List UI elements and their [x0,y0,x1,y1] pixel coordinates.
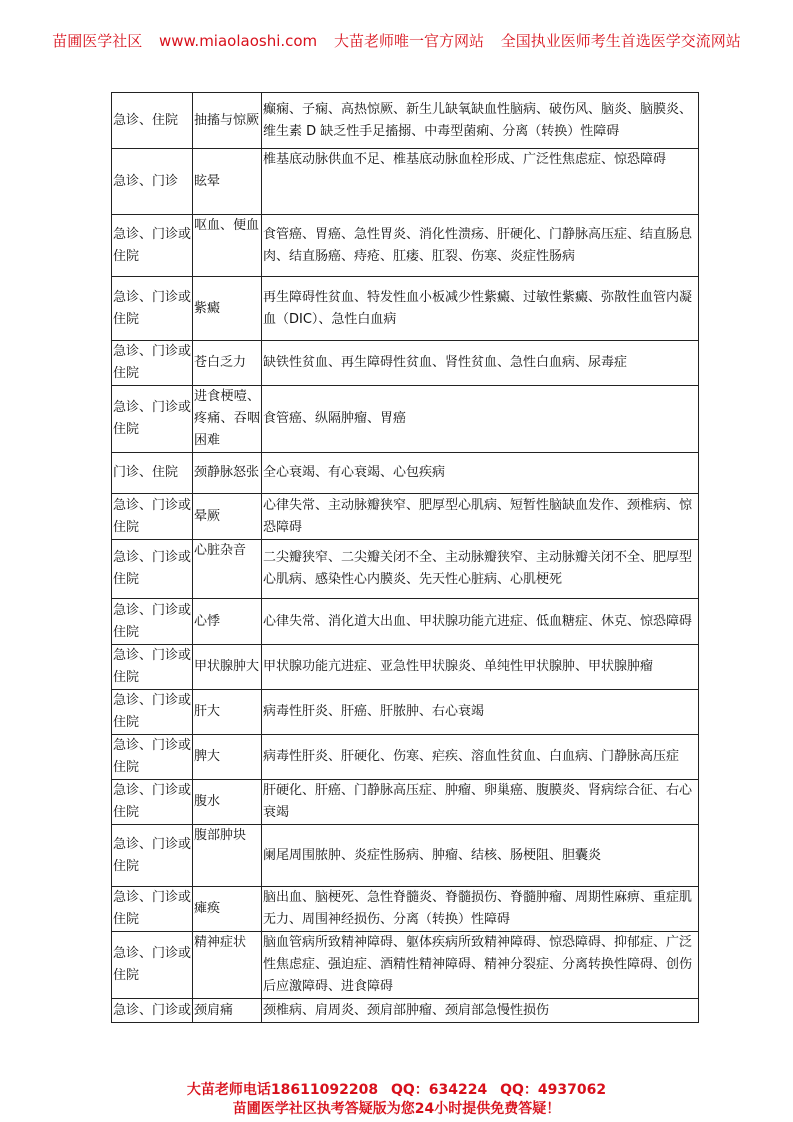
footer-phone: 大苗老师电话18611092208 [186,1082,379,1098]
dept-cell: 急诊、门诊或住院 [112,825,193,887]
symptom-cell: 腹部肿块 [193,825,262,887]
table-row [112,386,699,453]
diseases-cell: 心律失常、主动脉瓣狭窄、肥厚型心肌病、短暂性脑缺血发作、颈椎病、惊恐障碍 [262,494,699,540]
diseases-cell: 甲状腺功能亢进症、亚急性甲状腺炎、单纯性甲状腺肿、甲状腺肿瘤 [262,645,699,690]
dept-cell: 急诊、门诊或住院 [112,932,193,999]
diseases-cell: 二尖瓣狭窄、二尖瓣关闭不全、主动脉瓣狭窄、主动脉瓣关闭不全、肥厚型心肌病、感染性心内膜炎、先天性心脏病、心肌梗死 [262,540,699,599]
dept-cell: 急诊、门诊或住院 [112,780,193,825]
symptom-table [111,92,699,1023]
table-row [112,453,699,494]
symptom-cell: 抽搐与惊厥 [193,93,262,149]
dept-cell: 门诊、住院 [112,453,193,494]
symptom-cell: 眩晕 [193,149,262,215]
table-row [112,540,699,599]
diseases-cell: 心律失常、消化道大出血、甲状腺功能亢进症、低血糖症、休克、惊恐障碍 [262,599,699,645]
diseases-cell: 再生障碍性贫血、特发性血小板减少性紫癜、过敏性紫癜、弥散性血管内凝血（DIC）、急性白血病 [262,277,699,341]
diseases-cell: 脑血管病所致精神障碍、躯体疾病所致精神障碍、惊恐障碍、抑郁症、广泛性焦虑症、强迫症、酒精性精神障碍、精神分裂症、分离转换性障碍、创伤后应激障碍、进食障碍 [262,932,699,999]
dept-cell: 急诊、门诊或住院 [112,540,193,599]
symptom-cell: 紫癜 [193,277,262,341]
header-site-name: 苗圃医学社区 [52,32,143,50]
table-row [112,215,699,277]
dept-cell: 急诊、门诊 [112,149,193,215]
symptom-cell: 腹水 [193,780,262,825]
symptom-cell: 脾大 [193,735,262,780]
diseases-cell: 颈椎病、肩周炎、颈肩部肿瘤、颈肩部急慢性损伤 [262,999,699,1023]
table-row [112,494,699,540]
diseases-cell: 脑出血、脑梗死、急性脊髓炎、脊髓损伤、脊髓肿瘤、周期性麻痹、重症肌无力、周围神经损伤、分离（转换）性障碍 [262,887,699,932]
header-slogan1: 大苗老师唯一官方网站 [333,32,484,50]
diseases-cell: 食管癌、胃癌、急性胃炎、消化性溃疡、肝硬化、门静脉高压症、结直肠息肉、结直肠癌、痔疮、肛瘘、肛裂、伤寒、炎症性肠病 [262,215,699,277]
table-row [112,887,699,932]
symptom-cell: 呕血、便血 [193,215,262,277]
table-row [112,277,699,341]
symptom-cell: 晕厥 [193,494,262,540]
dept-cell: 急诊、门诊或住院 [112,494,193,540]
dept-cell: 急诊、门诊或住院 [112,599,193,645]
diseases-cell: 病毒性肝炎、肝癌、肝脓肿、右心衰竭 [262,690,699,735]
dept-cell: 急诊、住院 [112,93,193,149]
diseases-cell: 癫痫、子痫、高热惊厥、新生儿缺氧缺血性脑病、破伤风、脑炎、脑膜炎、维生素 D 缺乏性手足搐搦、中毒型菌痢、分离（转换）性障碍 [262,93,699,149]
symptom-cell: 肝大 [193,690,262,735]
header-slogan2: 全国执业医师考生首选医学交流网站 [500,32,741,50]
diseases-cell: 肝硬化、肝癌、门静脉高压症、肿瘤、卵巢癌、腹膜炎、肾病综合征、右心衰竭 [262,780,699,825]
symptom-cell: 进食梗噎、疼痛、吞咽困难 [193,386,262,453]
symptom-cell: 颈肩痛 [193,999,262,1023]
dept-cell: 急诊、门诊或住院 [112,887,193,932]
table-row [112,93,699,149]
table-row [112,932,699,999]
page-header [0,30,793,51]
header-url[interactable]: www.miaolaoshi.com [159,32,318,50]
footer-contact [0,1079,793,1099]
symptom-cell: 心脏杂音 [193,540,262,599]
table-row [112,690,699,735]
table-row [112,645,699,690]
dept-cell: 急诊、门诊或住院 [112,386,193,453]
dept-cell: 急诊、门诊或住院 [112,645,193,690]
table-row [112,999,699,1023]
footer-tagline: 苗圃医学社区执考答疑版为您24小时提供免费答疑！ [232,1101,561,1117]
table-row [112,825,699,887]
symptom-cell: 甲状腺肿大 [193,645,262,690]
table-row [112,341,699,386]
symptom-cell: 精神症状 [193,932,262,999]
dept-cell: 急诊、门诊或住院 [112,215,193,277]
symptom-cell: 颈静脉怒张 [193,453,262,494]
table-row [112,780,699,825]
diseases-cell: 全心衰竭、有心衰竭、心包疾病 [262,453,699,494]
diseases-cell: 病毒性肝炎、肝硬化、伤寒、疟疾、溶血性贫血、白血病、门静脉高压症 [262,735,699,780]
symptom-cell: 心悸 [193,599,262,645]
dept-cell: 急诊、门诊或住院 [112,735,193,780]
diseases-cell: 食管癌、纵隔肿瘤、胃癌 [262,386,699,453]
dept-cell: 急诊、门诊或住院 [112,690,193,735]
diseases-cell: 阑尾周围脓肿、炎症性肠病、肿瘤、结核、肠梗阻、胆囊炎 [262,825,699,887]
dept-cell: 急诊、门诊或住院 [112,277,193,341]
symptom-cell: 瘫痪 [193,887,262,932]
table-row [112,149,699,215]
table-row [112,599,699,645]
diseases-cell: 缺铁性贫血、再生障碍性贫血、肾性贫血、急性白血病、尿毒症 [262,341,699,386]
dept-cell: 急诊、门诊或住院 [112,341,193,386]
footer-qq2: QQ：4937062 [500,1082,607,1098]
footer-qq1: QQ：634224 [390,1082,488,1098]
dept-cell: 急诊、门诊或 [112,999,193,1023]
table-row [112,735,699,780]
symptom-cell: 苍白乏力 [193,341,262,386]
diseases-cell: 椎基底动脉供血不足、椎基底动脉血栓形成、广泛性焦虑症、惊恐障碍 [262,149,699,215]
